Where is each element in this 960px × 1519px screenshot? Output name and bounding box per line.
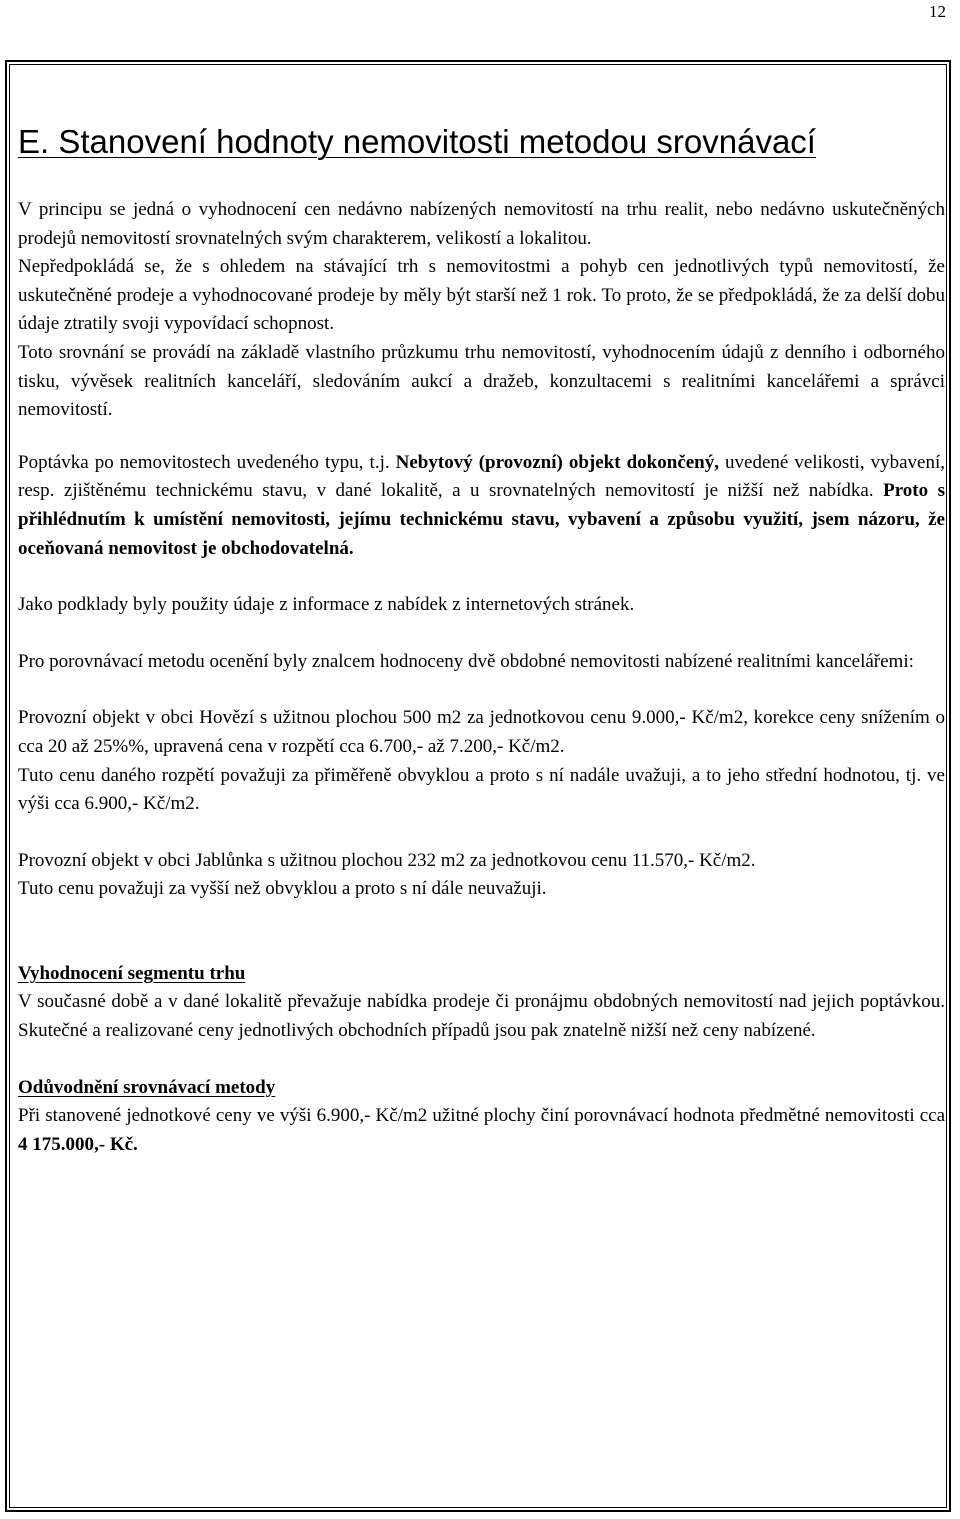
comparable-2-evaluation: Tuto cenu považuji za vyšší než obvyklou a proto s ní dále neuvažuji. (18, 878, 547, 900)
document-body (18, 120, 955, 1159)
demand-conclusion: Proto s přihlédnutím k umístění nemovitosti, jejímu technickému stavu, vybavení a způsobu využití, jsem názoru, že oceňovaná nemovitost je obchodovatelná. (18, 480, 945, 559)
section-title: E. Stanovení hodnoty nemovitosti metodou srovnávací (18, 123, 816, 160)
comparative-value: 4 175.000,- Kč. (18, 1133, 138, 1155)
segment-heading-text: Vyhodnocení segmentu trhu (18, 962, 246, 984)
intro-paragraph-3: Toto srovnání se provádí na základě vlastního průzkumu trhu nemovitostí, vyhodnocením údajů z denního i odborného tisku, vývěsek realitních kanceláří, sledováním aukcí a dražeb, konzultacemi s realitními kancelářemi a správci nemovitostí. (18, 341, 945, 421)
segment-heading (18, 960, 945, 989)
justification-heading (18, 1074, 945, 1103)
demand-paragraph (18, 449, 945, 563)
comparable-1-description: Provozní objekt v obci Hovězí s užitnou plochou 500 m2 za jednotkovou cenu 9.000,- Kč/m2, korekce ceny snížením o cca 20 až 25%%, upravená cena v rozpětí cca 6.700,- až 7.200,- Kč/m2. (18, 707, 945, 757)
intro-paragraph-1: V principu se jedná o vyhodnocení cen nedávno nabízených nemovitostí na trhu realit, nebo nedávno uskutečněných prodejů nemovitostí srovnatelných svým charakterem, velikostí a lokalitou. (18, 199, 945, 249)
segment-paragraph: V současné době a v dané lokalitě převažuje nabídka prodeje či pronájmu obdobných nemovitostí nad jejich poptávkou. Skutečné a realizované ceny jednotlivých obchodních případů jsou pak znatelně nižší než ceny nabízené. (18, 991, 945, 1042)
comparable-2-description: Provozní objekt v obci Jablůnka s užitnou plochou 232 m2 za jednotkovou cenu 11.570,- Kč/m2. (18, 849, 756, 871)
justification-text: Při stanovené jednotkové ceny ve výši 6.900,- Kč/m2 užitné plochy činí porovnávací hodnota předmětné nemovitosti cca (18, 1105, 955, 1127)
demand-text-2: uvedené velikosti, vybavení, resp. zjištěnému technickému stavu, v dané lokalitě, a u srovnatelných nemovitostí je nižší než nabídka. (18, 451, 946, 502)
demand-property-type: Nebytový (provozní) objekt dokončený, (395, 451, 719, 473)
justification-paragraph (18, 1102, 955, 1159)
method-intro-paragraph: Pro porovnávací metodu ocenění byly znalcem hodnoceny dvě obdobné nemovitosti nabízené realitními kancelářemi: (18, 650, 914, 672)
justification-heading-text: Odůvodnění srovnávací metody (18, 1076, 276, 1098)
sources-paragraph: Jako podklady byly použity údaje z informace z nabídek z internetových stránek. (18, 594, 635, 616)
demand-text-1: Poptávka po nemovitostech uvedeného typu, t.j. (18, 451, 396, 473)
intro-paragraph-2: Nepředpokládá se, že s ohledem na stávající trh s nemovitostmi a pohyb cen jednotlivých typů nemovitostí, že uskutečněné prodeje a vyhodnocované prodeje by měly být starší než 1 rok. To proto, že se předpokládá, že za delší dobu údaje ztratily svoji vypovídací schopnost. (18, 256, 945, 335)
page-number: 12 (929, 2, 946, 21)
comparable-1-evaluation: Tuto cenu daného rozpětí považuji za přiměřeně obvyklou a proto s ní nadále uvažuji, a to jeho střední hodnotou, tj. ve výši cca 6.900,- Kč/m2. (18, 764, 945, 815)
